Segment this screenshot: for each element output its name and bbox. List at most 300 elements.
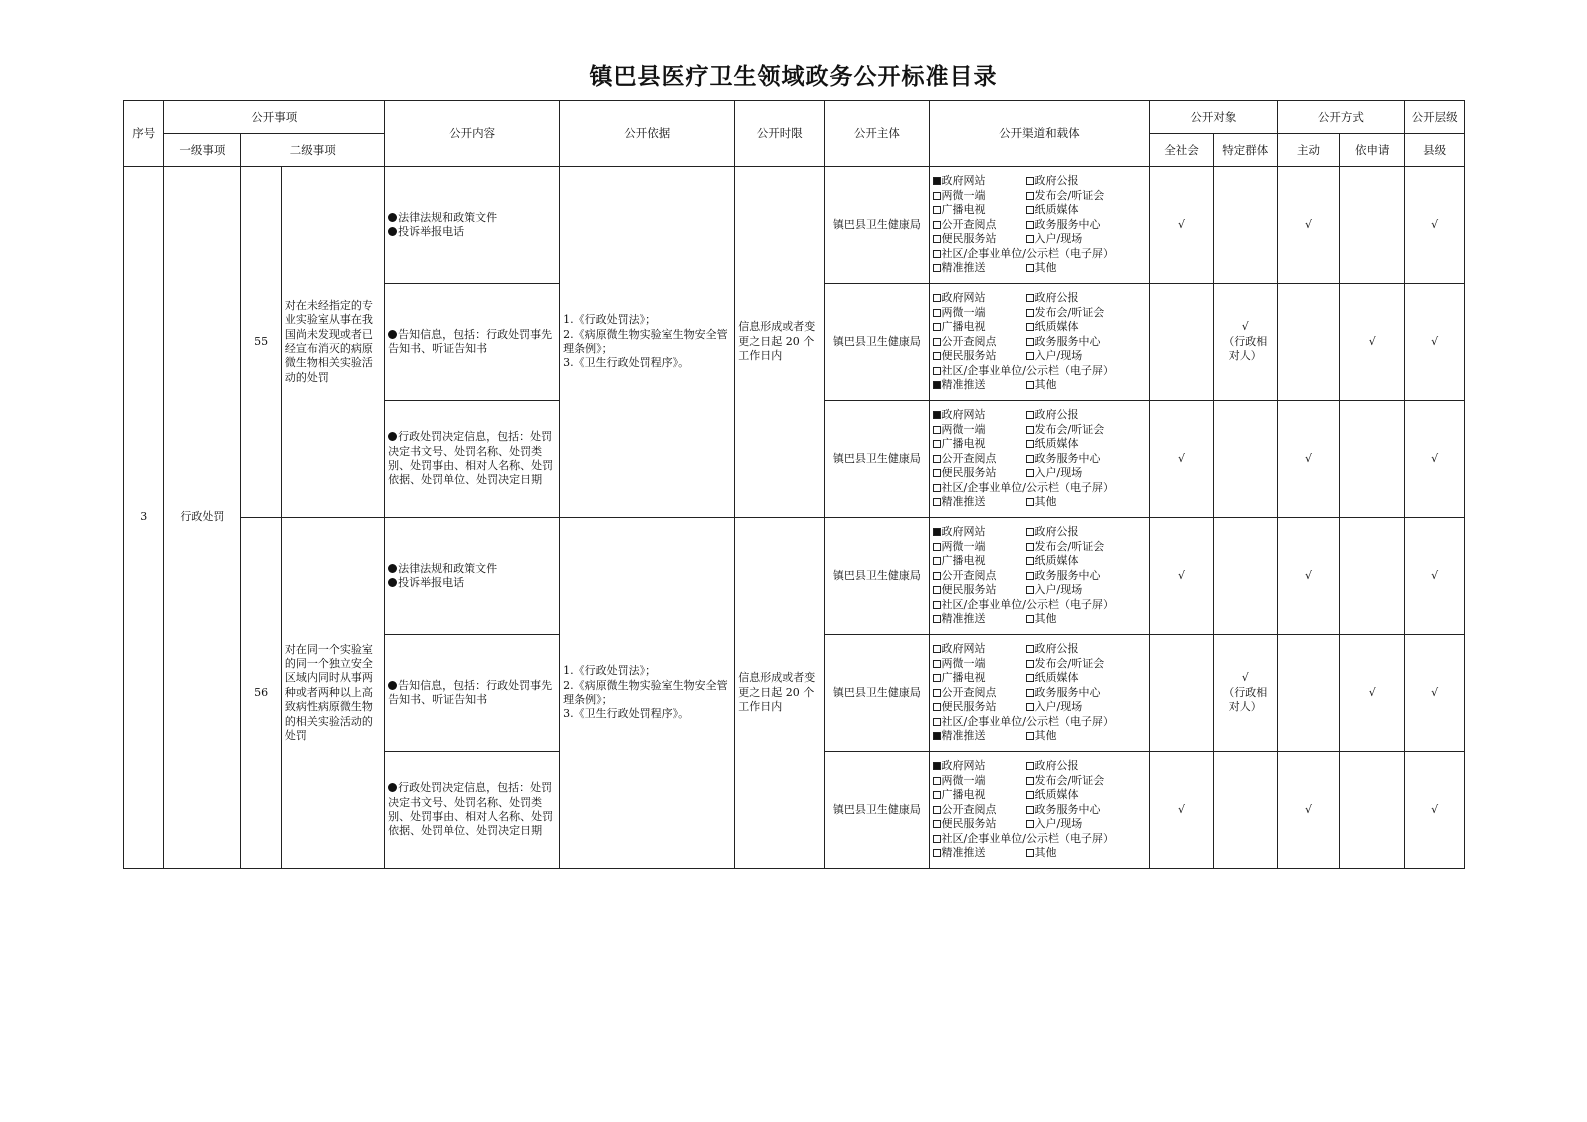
channel-option (933, 817, 1026, 832)
channel-label: 纸质媒体 (1034, 203, 1079, 217)
channel-option (933, 364, 1150, 379)
channel-label: 政府公报 (1034, 641, 1079, 655)
header-content: 公开内容 (385, 101, 560, 167)
content-cell (385, 167, 560, 284)
unchecked-box-icon (1026, 338, 1034, 346)
unchecked-box-icon (1026, 732, 1034, 740)
target-specific-cell (1213, 752, 1277, 869)
channel-option (933, 569, 1026, 584)
channel-list (930, 759, 1150, 861)
unchecked-box-icon (933, 586, 941, 594)
target-all-cell: √ (1150, 518, 1214, 635)
content-line (388, 679, 556, 708)
unchecked-box-icon (933, 455, 941, 463)
unchecked-box-icon (933, 498, 941, 506)
unchecked-box-icon (1026, 498, 1034, 506)
method-request-cell: √ (1340, 284, 1405, 401)
channel-label: 纸质媒体 (1034, 437, 1079, 451)
basis-cell (560, 167, 735, 518)
header-time-limit: 公开时限 (735, 101, 825, 167)
bullet-icon (388, 330, 397, 339)
channel-option (933, 335, 1026, 350)
unchecked-box-icon (1026, 294, 1034, 302)
basis-line: 2.《病原微生物实验室生物安全管理条例》； (563, 327, 728, 355)
target-specific-cell (1213, 401, 1277, 518)
channel-label: 公开查阅点 (941, 802, 997, 816)
channel-label: 广播电视 (941, 437, 986, 451)
channel-label: 其他 (1034, 846, 1057, 860)
header-level-county: 县级 (1405, 134, 1465, 167)
channel-label: 入户/现场 (1034, 817, 1083, 831)
channel-label: 公开查阅点 (941, 451, 997, 465)
content-text: 行政处罚决定信息，包括：处罚决定书文号、处罚名称、处罚类别、处罚事由、相对人名称、处罚依据、处罚单位、处罚决定日期 (388, 430, 554, 487)
channel-label: 纸质媒体 (1034, 554, 1079, 568)
channel-option (933, 378, 1026, 393)
channel-label: 广播电视 (941, 320, 986, 334)
channel-option (933, 525, 1026, 540)
channel-option (1026, 203, 1150, 218)
channel-label: 政务服务中心 (1034, 217, 1101, 231)
channel-label: 政府网站 (941, 758, 986, 772)
section-level1: 行政处罚 (164, 167, 241, 869)
channel-label: 社区/企事业单位/公示栏（电子屏） (941, 480, 1114, 494)
unchecked-box-icon (933, 206, 941, 214)
content-line (388, 576, 556, 590)
channel-label: 社区/企事业单位/公示栏（电子屏） (941, 831, 1114, 845)
content-text: 告知信息，包括：行政处罚事先告知书、听证告知书 (388, 327, 553, 355)
channel-option (933, 686, 1026, 701)
unchecked-box-icon (933, 323, 941, 331)
channel-label: 政府公报 (1034, 407, 1079, 421)
channel-option (933, 349, 1026, 364)
header-target-all: 全社会 (1150, 134, 1214, 167)
unchecked-box-icon (933, 250, 941, 258)
channel-list (930, 525, 1150, 627)
channel-option (1026, 525, 1150, 540)
channel-label: 发布会/听证会 (1034, 422, 1105, 436)
channel-label: 纸质媒体 (1034, 671, 1079, 685)
channel-option (1026, 306, 1150, 321)
unchecked-box-icon (1026, 806, 1034, 814)
channel-label: 政府网站 (941, 524, 986, 538)
channel-option (933, 598, 1150, 613)
content-text: 行政处罚决定信息，包括：处罚决定书文号、处罚名称、处罚类别、处罚事由、相对人名称、处罚依据、处罚单位、处罚决定日期 (388, 781, 554, 838)
unchecked-box-icon (933, 440, 941, 448)
unchecked-box-icon (933, 718, 941, 726)
target-specific-check: √ (1241, 671, 1249, 685)
channel-option (933, 203, 1026, 218)
channel-label: 精准推送 (941, 846, 986, 860)
channel-label: 发布会/听证会 (1034, 188, 1105, 202)
channel-label: 两微一端 (941, 539, 986, 553)
channel-label: 发布会/听证会 (1034, 773, 1105, 787)
unchecked-box-icon (1026, 206, 1034, 214)
channel-option (933, 306, 1026, 321)
channel-option (1026, 846, 1150, 861)
channel-label: 政务服务中心 (1034, 451, 1101, 465)
unchecked-box-icon (933, 601, 941, 609)
channel-option (933, 832, 1150, 847)
level-county-cell: √ (1405, 167, 1465, 284)
channel-label: 精准推送 (941, 378, 986, 392)
method-request-cell: √ (1340, 635, 1405, 752)
channel-label: 公开查阅点 (941, 685, 997, 699)
channel-label: 政府网站 (941, 641, 986, 655)
unchecked-box-icon (1026, 557, 1034, 565)
channel-option (933, 408, 1026, 423)
channel-option (933, 583, 1026, 598)
unchecked-box-icon (1026, 528, 1034, 536)
checked-box-icon (933, 411, 941, 419)
item-number: 55 (241, 167, 281, 518)
unchecked-box-icon (1026, 820, 1034, 828)
target-specific-cell (1213, 284, 1277, 401)
header-method-active: 主动 (1277, 134, 1340, 167)
channel-label: 社区/企事业单位/公示栏（电子屏） (941, 714, 1114, 728)
method-request-cell (1340, 518, 1405, 635)
catalog-table (123, 100, 1465, 869)
target-specific-cell (1213, 167, 1277, 284)
bullet-icon (388, 564, 397, 573)
channel-label: 纸质媒体 (1034, 320, 1079, 334)
channel-cell (929, 752, 1150, 869)
channel-option (1026, 569, 1150, 584)
channel-cell (929, 518, 1150, 635)
basis-line: 1.《行政处罚法》； (563, 313, 657, 327)
target-specific-cell (1213, 635, 1277, 752)
checked-box-icon (933, 528, 941, 536)
content-text: 投诉举报电话 (398, 576, 465, 589)
channel-option (933, 774, 1026, 789)
unchecked-box-icon (1026, 455, 1034, 463)
subject-cell: 镇巴县卫生健康局 (825, 401, 929, 518)
unchecked-box-icon (933, 849, 941, 857)
channel-cell (929, 635, 1150, 752)
unchecked-box-icon (933, 791, 941, 799)
channel-option (1026, 774, 1150, 789)
target-all-cell: √ (1150, 167, 1214, 284)
channel-label: 发布会/听证会 (1034, 539, 1105, 553)
channel-option (933, 232, 1026, 247)
header-basis: 公开依据 (560, 101, 735, 167)
unchecked-box-icon (933, 309, 941, 317)
unchecked-box-icon (1026, 411, 1034, 419)
bullet-icon (388, 432, 397, 441)
unchecked-box-icon (933, 469, 941, 477)
channel-option (1026, 423, 1150, 438)
level-county-cell: √ (1405, 401, 1465, 518)
level-county-cell: √ (1405, 518, 1465, 635)
subject-cell: 镇巴县卫生健康局 (825, 752, 929, 869)
channel-label: 政府网站 (941, 173, 986, 187)
basis-line: 1.《行政处罚法》； (563, 664, 657, 678)
bullet-icon (388, 783, 397, 792)
target-specific-note: （行政相对人） (1223, 334, 1268, 363)
unchecked-box-icon (933, 235, 941, 243)
content-line (388, 562, 556, 576)
unchecked-box-icon (933, 367, 941, 375)
channel-option (1026, 612, 1150, 627)
header-seq: 序号 (124, 101, 164, 167)
channel-option (1026, 554, 1150, 569)
target-all-cell (1150, 635, 1214, 752)
unchecked-box-icon (933, 543, 941, 551)
unchecked-box-icon (1026, 849, 1034, 857)
channel-label: 两微一端 (941, 305, 986, 319)
channel-option (1026, 583, 1150, 598)
channel-cell (929, 284, 1150, 401)
method-request-cell (1340, 752, 1405, 869)
unchecked-box-icon (933, 703, 941, 711)
table-row (124, 167, 1465, 284)
channel-option (933, 320, 1026, 335)
header-level1: 一级事项 (164, 134, 241, 167)
unchecked-box-icon (1026, 689, 1034, 697)
checked-box-icon (933, 762, 941, 770)
channel-option (1026, 291, 1150, 306)
channel-option (1026, 218, 1150, 233)
unchecked-box-icon (1026, 645, 1034, 653)
channel-label: 便民服务站 (941, 232, 997, 246)
time-limit-cell: 信息形成或者变更之日起 20 个工作日内 (735, 518, 825, 869)
channel-label: 公开查阅点 (941, 217, 997, 231)
channel-option (933, 291, 1026, 306)
checked-box-icon (933, 732, 941, 740)
item-level2: 对在未经指定的专业实验室从事在我国尚未发现或者已经宣布消灭的病原微生物相关实验活动的处罚 (281, 167, 384, 518)
unchecked-box-icon (933, 820, 941, 828)
unchecked-box-icon (933, 660, 941, 668)
channel-label: 公开查阅点 (941, 568, 997, 582)
unchecked-box-icon (933, 338, 941, 346)
channel-label: 精准推送 (941, 495, 986, 509)
channel-label: 入户/现场 (1034, 349, 1083, 363)
channel-option (933, 481, 1150, 496)
channel-option (1026, 803, 1150, 818)
channel-label: 其他 (1034, 729, 1057, 743)
unchecked-box-icon (933, 777, 941, 785)
channel-label: 便民服务站 (941, 349, 997, 363)
channel-label: 政府公报 (1034, 173, 1079, 187)
unchecked-box-icon (933, 192, 941, 200)
unchecked-box-icon (933, 264, 941, 272)
method-active-cell (1277, 284, 1340, 401)
channel-option (1026, 540, 1150, 555)
channel-label: 广播电视 (941, 203, 986, 217)
channel-option (1026, 671, 1150, 686)
channel-option (933, 642, 1026, 657)
unchecked-box-icon (933, 352, 941, 360)
unchecked-box-icon (1026, 235, 1034, 243)
channel-label: 其他 (1034, 378, 1057, 392)
channel-label: 社区/企事业单位/公示栏（电子屏） (941, 363, 1114, 377)
channel-option (1026, 729, 1150, 744)
channel-label: 广播电视 (941, 788, 986, 802)
channel-label: 入户/现场 (1034, 583, 1083, 597)
level-county-cell: √ (1405, 752, 1465, 869)
checked-box-icon (933, 177, 941, 185)
unchecked-box-icon (933, 806, 941, 814)
header-target: 公开对象 (1150, 101, 1278, 134)
unchecked-box-icon (1026, 762, 1034, 770)
channel-label: 政务服务中心 (1034, 334, 1101, 348)
unchecked-box-icon (933, 557, 941, 565)
channel-label: 两微一端 (941, 773, 986, 787)
content-cell (385, 752, 560, 869)
channel-option (1026, 378, 1150, 393)
channel-label: 精准推送 (941, 729, 986, 743)
channel-option (933, 715, 1150, 730)
channel-option (933, 729, 1026, 744)
content-cell (385, 401, 560, 518)
target-specific-note: （行政相对人） (1223, 685, 1268, 714)
unchecked-box-icon (933, 426, 941, 434)
table-row (124, 518, 1465, 635)
checked-box-icon (933, 381, 941, 389)
channel-label: 政府网站 (941, 290, 986, 304)
item-number: 56 (241, 518, 281, 869)
channel-label: 两微一端 (941, 188, 986, 202)
header-channel: 公开渠道和载体 (929, 101, 1150, 167)
channel-label: 便民服务站 (941, 817, 997, 831)
header-matter: 公开事项 (164, 101, 385, 134)
channel-label: 便民服务站 (941, 700, 997, 714)
channel-label: 两微一端 (941, 422, 986, 436)
header-method: 公开方式 (1277, 101, 1405, 134)
channel-option (1026, 817, 1150, 832)
target-specific-check: √ (1241, 320, 1249, 334)
unchecked-box-icon (1026, 440, 1034, 448)
channel-option (933, 657, 1026, 672)
channel-option (1026, 232, 1150, 247)
channel-option (933, 452, 1026, 467)
header-method-request: 依申请 (1340, 134, 1405, 167)
level-county-cell: √ (1405, 635, 1465, 752)
unchecked-box-icon (933, 645, 941, 653)
channel-option (933, 174, 1026, 189)
method-active-cell (1277, 635, 1340, 752)
unchecked-box-icon (1026, 264, 1034, 272)
channel-label: 发布会/听证会 (1034, 305, 1105, 319)
channel-list (930, 408, 1150, 510)
channel-label: 纸质媒体 (1034, 788, 1079, 802)
basis-cell (560, 518, 735, 869)
channel-label: 政务服务中心 (1034, 685, 1101, 699)
channel-option (933, 495, 1026, 510)
content-line (388, 430, 556, 488)
basis-line: 3.《卫生行政处罚程序》。 (563, 707, 690, 721)
channel-option (1026, 452, 1150, 467)
unchecked-box-icon (933, 674, 941, 682)
channel-option (933, 700, 1026, 715)
channel-cell (929, 401, 1150, 518)
bullet-icon (388, 578, 397, 587)
unchecked-box-icon (1026, 469, 1034, 477)
header-level2: 二级事项 (241, 134, 385, 167)
subject-cell: 镇巴县卫生健康局 (825, 284, 929, 401)
unchecked-box-icon (1026, 660, 1034, 668)
unchecked-box-icon (1026, 221, 1034, 229)
channel-option (933, 803, 1026, 818)
channel-label: 入户/现场 (1034, 466, 1083, 480)
channel-label: 其他 (1034, 261, 1057, 275)
time-limit-cell: 信息形成或者变更之日起 20 个工作日内 (735, 167, 825, 518)
unchecked-box-icon (1026, 615, 1034, 623)
channel-option (1026, 408, 1150, 423)
channel-label: 两微一端 (941, 656, 986, 670)
unchecked-box-icon (1026, 323, 1034, 331)
basis-line: 2.《病原微生物实验室生物安全管理条例》； (563, 678, 728, 706)
channel-label: 社区/企事业单位/公示栏（电子屏） (941, 246, 1114, 260)
content-text: 投诉举报电话 (398, 225, 465, 238)
channel-option (1026, 788, 1150, 803)
unchecked-box-icon (933, 835, 941, 843)
channel-label: 其他 (1034, 612, 1057, 626)
method-active-cell: √ (1277, 752, 1340, 869)
target-all-cell (1150, 284, 1214, 401)
channel-label: 政府公报 (1034, 758, 1079, 772)
method-request-cell (1340, 401, 1405, 518)
channel-label: 政务服务中心 (1034, 802, 1101, 816)
channel-option (1026, 320, 1150, 335)
channel-option (1026, 466, 1150, 481)
content-cell (385, 635, 560, 752)
content-line (388, 225, 556, 239)
unchecked-box-icon (1026, 572, 1034, 580)
channel-option (1026, 335, 1150, 350)
channel-list (930, 174, 1150, 276)
unchecked-box-icon (1026, 309, 1034, 317)
header-level: 公开层级 (1405, 101, 1465, 134)
unchecked-box-icon (1026, 543, 1034, 551)
channel-label: 便民服务站 (941, 583, 997, 597)
unchecked-box-icon (1026, 791, 1034, 799)
unchecked-box-icon (933, 572, 941, 580)
channel-label: 便民服务站 (941, 466, 997, 480)
channel-label: 精准推送 (941, 612, 986, 626)
channel-option (1026, 261, 1150, 276)
unchecked-box-icon (933, 615, 941, 623)
target-specific-mark (1214, 320, 1277, 363)
content-text: 法律法规和政策文件 (398, 561, 498, 575)
content-cell (385, 518, 560, 635)
content-text: 法律法规和政策文件 (398, 210, 498, 224)
target-specific-cell (1213, 518, 1277, 635)
channel-label: 广播电视 (941, 671, 986, 685)
method-active-cell: √ (1277, 518, 1340, 635)
channel-label: 政府网站 (941, 407, 986, 421)
header-subject: 公开主体 (825, 101, 929, 167)
channel-option (1026, 437, 1150, 452)
channel-option (1026, 174, 1150, 189)
channel-option (933, 466, 1026, 481)
unchecked-box-icon (1026, 586, 1034, 594)
page-title: 镇巴县医疗卫生领域政务公开标准目录 (589, 63, 998, 90)
method-active-cell: √ (1277, 401, 1340, 518)
unchecked-box-icon (1026, 192, 1034, 200)
target-all-cell: √ (1150, 401, 1214, 518)
item-level2: 对在同一个实验室的同一个独立安全区域内同时从事两种或者两种以上高致病性病原微生物的相关实验活动的处罚 (281, 518, 384, 869)
unchecked-box-icon (1026, 777, 1034, 785)
channel-option (933, 540, 1026, 555)
channel-option (933, 554, 1026, 569)
bullet-icon (388, 213, 397, 222)
unchecked-box-icon (933, 221, 941, 229)
channel-label: 入户/现场 (1034, 232, 1083, 246)
unchecked-box-icon (933, 484, 941, 492)
bullet-icon (388, 227, 397, 236)
channel-option (933, 788, 1026, 803)
channel-option (1026, 686, 1150, 701)
